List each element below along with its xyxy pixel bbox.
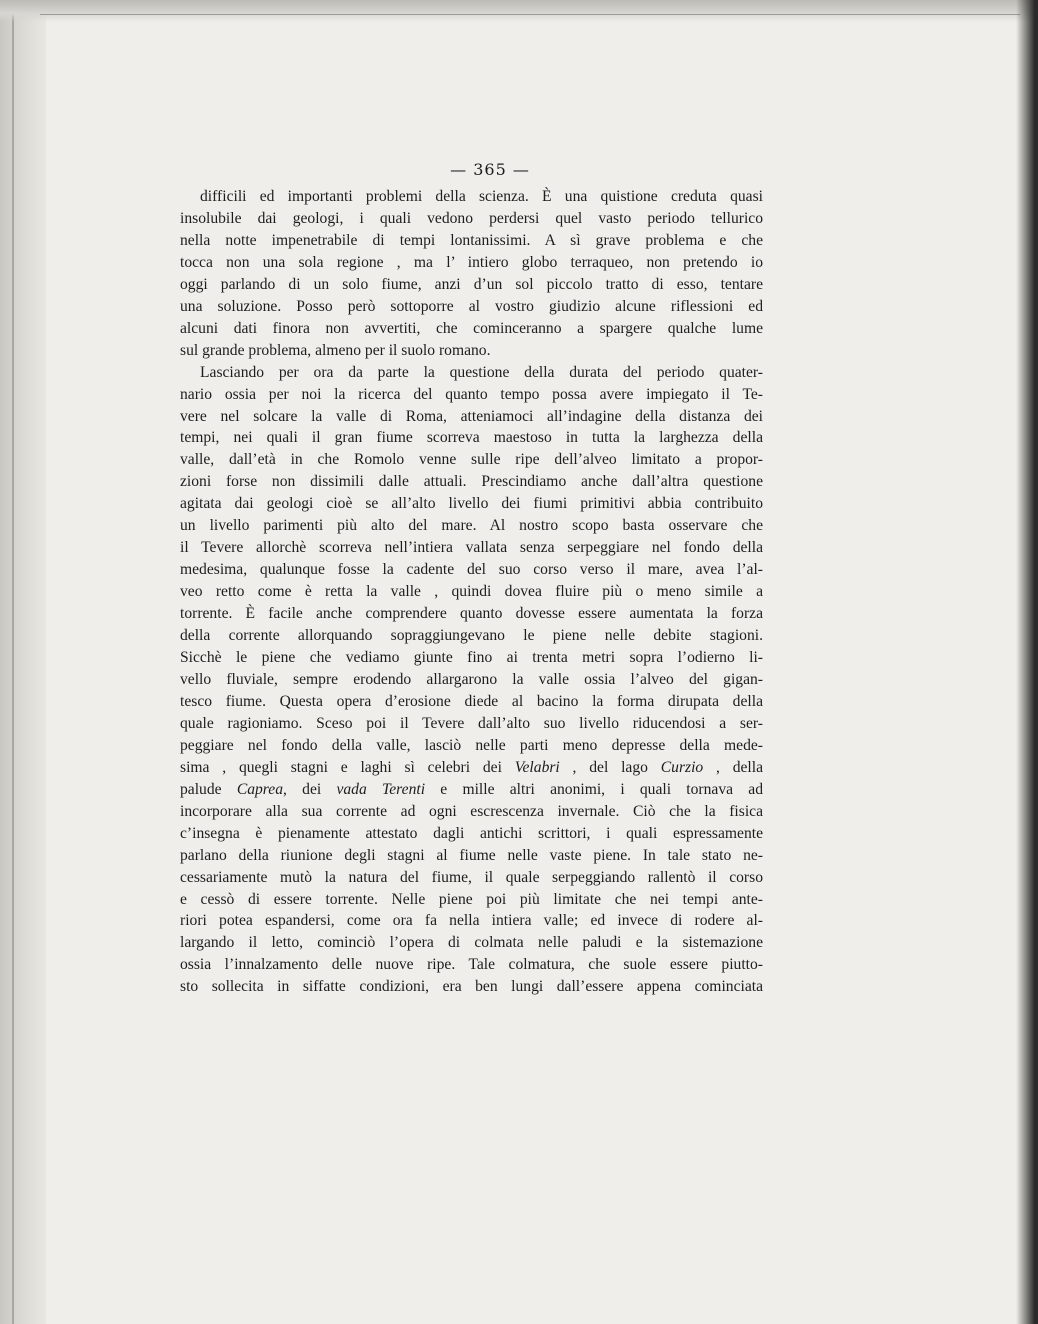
text-run: c’insegna è pienamente attestato dagli antichi scrittori, i quali espressamente bbox=[180, 824, 763, 842]
text-run: medesima, qualunque fosse la cadente del suo corso verso il mare, avea l’al- bbox=[180, 561, 763, 579]
text-run: vere nel solcare la valle di Roma, atteniamoci all’indagine della distanza dei bbox=[180, 407, 763, 425]
text-run: una soluzione. Posso però sottoporre al vostro giudizio alcune riflessioni ed bbox=[180, 297, 763, 315]
text-run: peggiare nel fondo della valle, lasciò nelle parti meno depresse della mede- bbox=[180, 736, 763, 754]
text-run: palude bbox=[180, 780, 237, 798]
text-line bbox=[180, 581, 763, 603]
text-run: ossia l’innalzamento delle nuove ripe. Tale colmatura, che suole essere piutto- bbox=[180, 956, 763, 974]
text-line bbox=[180, 735, 763, 757]
binding-line bbox=[12, 0, 14, 1324]
text-line bbox=[180, 449, 763, 471]
text-line bbox=[180, 427, 763, 449]
text-line bbox=[180, 493, 763, 515]
text-run: e cessò di essere torrente. Nelle piene poi più limitate che nei tempi ante- bbox=[180, 890, 763, 908]
text-line bbox=[180, 669, 763, 691]
text-run: , del lago bbox=[559, 758, 661, 776]
text-line bbox=[180, 801, 763, 823]
text-line bbox=[180, 625, 763, 647]
text-run: zioni forse non dissimili dalle attuali. Prescindiamo anche dall’altra questione bbox=[180, 473, 763, 491]
text-line bbox=[180, 296, 763, 318]
text-run: largando il letto, cominciò l’opera di colmata nelle paludi e la sistemazione bbox=[180, 934, 763, 952]
text-line bbox=[180, 318, 763, 340]
text-run: il Tevere allorchè scorreva nell’intiera vallata senza serpeggiare nel fondo della bbox=[180, 539, 763, 557]
paragraph bbox=[180, 186, 763, 362]
italic-name: Velabri bbox=[514, 758, 560, 776]
body-text bbox=[180, 186, 763, 998]
text-run: , della bbox=[703, 758, 764, 776]
text-run: sul grande problema, almeno per il suolo romano. bbox=[180, 341, 491, 359]
text-line bbox=[180, 889, 763, 911]
text-line bbox=[180, 515, 763, 537]
text-line bbox=[180, 845, 763, 867]
page-number: — 365 — bbox=[450, 160, 530, 179]
text-line bbox=[180, 691, 763, 713]
paragraph bbox=[180, 362, 763, 999]
text-line bbox=[180, 954, 763, 976]
right-edge bbox=[1016, 0, 1038, 1324]
text-run: difficili ed importanti problemi della scienza. È una quistione creduta quasi bbox=[200, 188, 763, 205]
text-run: un livello parimenti più alto del mare. Al nostro scopo basta osservare che bbox=[180, 517, 763, 535]
text-run: sima , quegli stagni e laghi sì celebri dei bbox=[180, 758, 515, 776]
text-run: nella notte impenetrabile di tempi lontanissimi. A sì grave problema e che bbox=[180, 231, 763, 249]
text-run: incorporare alla sua corrente ad ogni escrescenza invernale. Ciò che la fisica bbox=[180, 802, 763, 820]
text-run: veo retto come è retta la valle , quindi dovea fluire più o meno simile a bbox=[180, 583, 763, 601]
binding-edge bbox=[0, 0, 46, 1324]
text-line bbox=[180, 779, 763, 801]
text-run: quale ragioniamo. Sceso poi il Tevere dall’alto suo livello riducendosi a ser- bbox=[180, 714, 763, 732]
text-run: agitata dai geologi cioè se all’alto livello dei fiumi primitivi abbia contribuito bbox=[180, 495, 763, 513]
text-line bbox=[180, 471, 763, 493]
text-run: tempi, nei quali il gran fiume scorreva maestoso in tutta la larghezza della bbox=[180, 429, 763, 447]
text-run: alcuni dati finora non avvertiti, che cominceranno a spargere qualche lume bbox=[180, 319, 763, 337]
text-run: torrente. È facile anche comprendere quanto dovesse essere aumentata la forza bbox=[180, 605, 763, 623]
text-line bbox=[180, 647, 763, 669]
text-line bbox=[180, 910, 763, 932]
text-run: oggi parlando di un solo fiume, anzi d’un sol piccolo tratto di esso, tentare bbox=[180, 275, 763, 293]
text-line bbox=[180, 384, 763, 406]
top-edge bbox=[0, 0, 1038, 22]
text-line bbox=[180, 362, 763, 384]
text-line bbox=[180, 340, 763, 362]
italic-name: Caprea bbox=[236, 780, 284, 798]
italic-name: Curzio bbox=[660, 758, 704, 776]
text-run: nario ossia per noi la ricerca del quanto tempo possa avere impiegato il Te- bbox=[180, 385, 763, 403]
text-run: valle, dall’età in che Romolo venne sulle ripe dell’alveo limitato a propor- bbox=[180, 451, 763, 469]
text-run: parlano della riunione degli stagni al fiume nelle vaste piene. In tale stato ne- bbox=[180, 846, 763, 864]
text-run: della corrente allorquando sopraggiungevano le piene nelle debite stagioni. bbox=[180, 627, 763, 645]
text-line bbox=[180, 186, 763, 208]
text-run: cessariamente mutò la natura del fiume, il quale serpeggiando rallentò il corso bbox=[180, 868, 763, 886]
text-line bbox=[180, 713, 763, 735]
text-run: tesco fiume. Questa opera d’erosione diede al bacino la forma dirupata della bbox=[180, 692, 763, 710]
text-line bbox=[180, 603, 763, 625]
text-line bbox=[180, 976, 763, 998]
text-run: tocca non una sola regione , ma l’ intiero globo terraqueo, non pretendo io bbox=[180, 253, 763, 271]
text-line bbox=[180, 230, 763, 252]
text-run: Lasciando per ora da parte la questione della durata del periodo quater- bbox=[200, 363, 763, 381]
text-line bbox=[180, 867, 763, 889]
text-line bbox=[180, 208, 763, 230]
text-run: , dei bbox=[283, 780, 337, 798]
text-run: sto sollecita in siffatte condizioni, era ben lungi dall’essere appena cominciata bbox=[180, 978, 763, 996]
text-line bbox=[180, 406, 763, 428]
text-line bbox=[180, 823, 763, 845]
text-run: vello fluviale, sempre erodendo allargarono la valle ossia l’alveo del gigan- bbox=[180, 670, 763, 688]
italic-name: vada Terenti bbox=[336, 780, 426, 798]
text-line bbox=[180, 757, 763, 779]
text-run: Sicchè le piene che vediamo giunte fino ai trenta metri sopra l’odierno li- bbox=[180, 649, 763, 667]
text-line bbox=[180, 559, 763, 581]
text-run: riori potea espandersi, come ora fa nella intiera valle; ed invece di rodere al- bbox=[180, 912, 763, 930]
text-line bbox=[180, 932, 763, 954]
text-line bbox=[180, 274, 763, 296]
text-run: insolubile dai geologi, i quali vedono perdersi quel vasto periodo tellurico bbox=[180, 209, 763, 227]
top-edge-line bbox=[40, 14, 1020, 15]
text-line bbox=[180, 252, 763, 274]
text-line bbox=[180, 537, 763, 559]
text-run: e mille altri anonimi, i quali tornava ad bbox=[425, 780, 764, 798]
